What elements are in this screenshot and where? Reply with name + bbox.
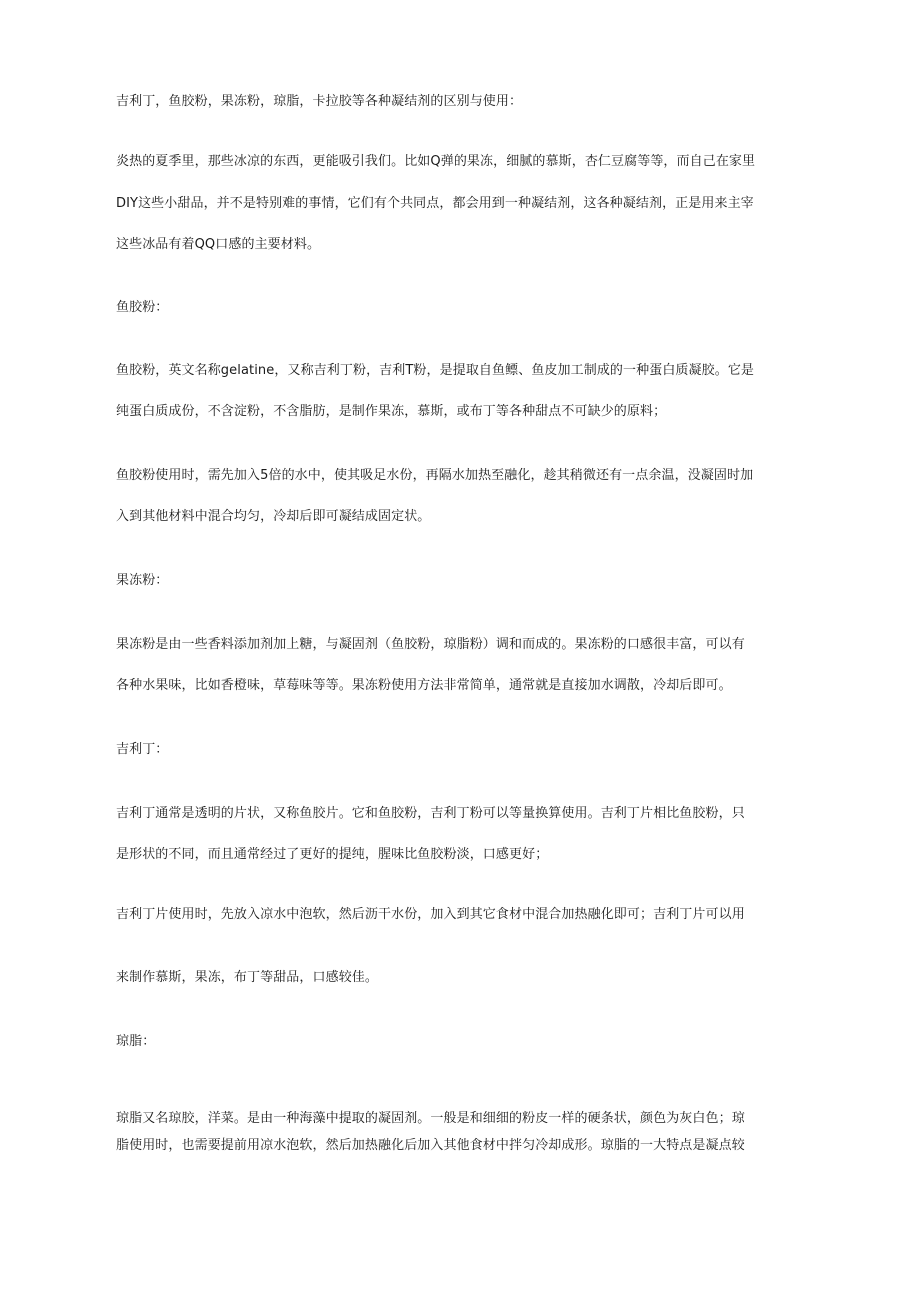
paragraph-line: 脂使用时，也需要提前用凉水泡软，然后加热融化后加入其他食材中拌匀冷却成形。琼脂的一大特点是凝点较 <box>116 1138 745 1153</box>
section-heading-jelly-powder: 果冻粉： <box>116 573 169 588</box>
paragraph-line: 入到其他材料中混合均匀，冷却后即可凝结成固定状。 <box>116 509 431 524</box>
paragraph-line: 是形状的不同，而且通常经过了更好的提纯，腥味比鱼胶粉淡，口感更好； <box>116 847 549 862</box>
paragraph-line: 纯蛋白质成份，不含淀粉，不含脂肪，是制作果冻，慕斯，或布丁等各种甜点不可缺少的原料； <box>116 404 667 419</box>
document-title: 吉利丁，鱼胶粉，果冻粉，琼脂，卡拉胶等各种凝结剂的区别与使用： <box>116 94 523 109</box>
intro-line: 炎热的夏季里，那些冰凉的东西，更能吸引我们。比如Q弹的果冻，细腻的慕斯，杏仁豆腐等等，而自己在家里 <box>116 154 756 169</box>
section-heading-agar: 琼脂： <box>116 1034 156 1049</box>
paragraph-line: 各种水果味，比如香橙味，草莓味等等。果冻粉使用方法非常简单，通常就是直接加水调散，冷却后即可。 <box>116 678 732 693</box>
paragraph-line: 鱼胶粉使用时，需先加入5倍的水中，使其吸足水份，再隔水加热至融化，趁其稍微还有一点余温，没凝固时加 <box>116 468 754 483</box>
paragraph-line: 来制作慕斯，果冻，布丁等甜品，口感较佳。 <box>116 970 379 985</box>
paragraph-line: 吉利丁通常是透明的片状，又称鱼胶片。它和鱼胶粉，吉利丁粉可以等量换算使用。吉利丁片相比鱼胶粉，只 <box>116 806 745 821</box>
section-heading-gelatin-sheet: 吉利丁： <box>116 742 169 757</box>
section-heading-fish-gelatin-powder: 鱼胶粉： <box>116 300 169 315</box>
paragraph-line: 果冻粉是由一些香料添加剂加上糖，与凝固剂（鱼胶粉，琼脂粉）调和而成的。果冻粉的口感很丰富，可以有 <box>116 637 745 652</box>
paragraph-line: 鱼胶粉，英文名称gelatine，又称吉利丁粉，吉利T粉，是提取自鱼鳔、鱼皮加工制成的一种蛋白质凝胶。它是 <box>116 363 755 378</box>
intro-line: DIY这些小甜品，并不是特别难的事情，它们有个共同点，都会用到一种凝结剂，这各种凝结剂，正是用来主宰 <box>116 196 754 211</box>
paragraph-line: 吉利丁片使用时，先放入凉水中泡软，然后沥干水份，加入到其它食材中混合加热融化即可；吉利丁片可以用 <box>116 907 745 922</box>
intro-line: 这些冰品有着QQ口感的主要材料。 <box>116 237 321 252</box>
paragraph-line: 琼脂又名琼胶，洋菜。是由一种海藻中提取的凝固剂。一般是和细细的粉皮一样的硬条状，颜色为灰白色；琼 <box>116 1111 745 1126</box>
